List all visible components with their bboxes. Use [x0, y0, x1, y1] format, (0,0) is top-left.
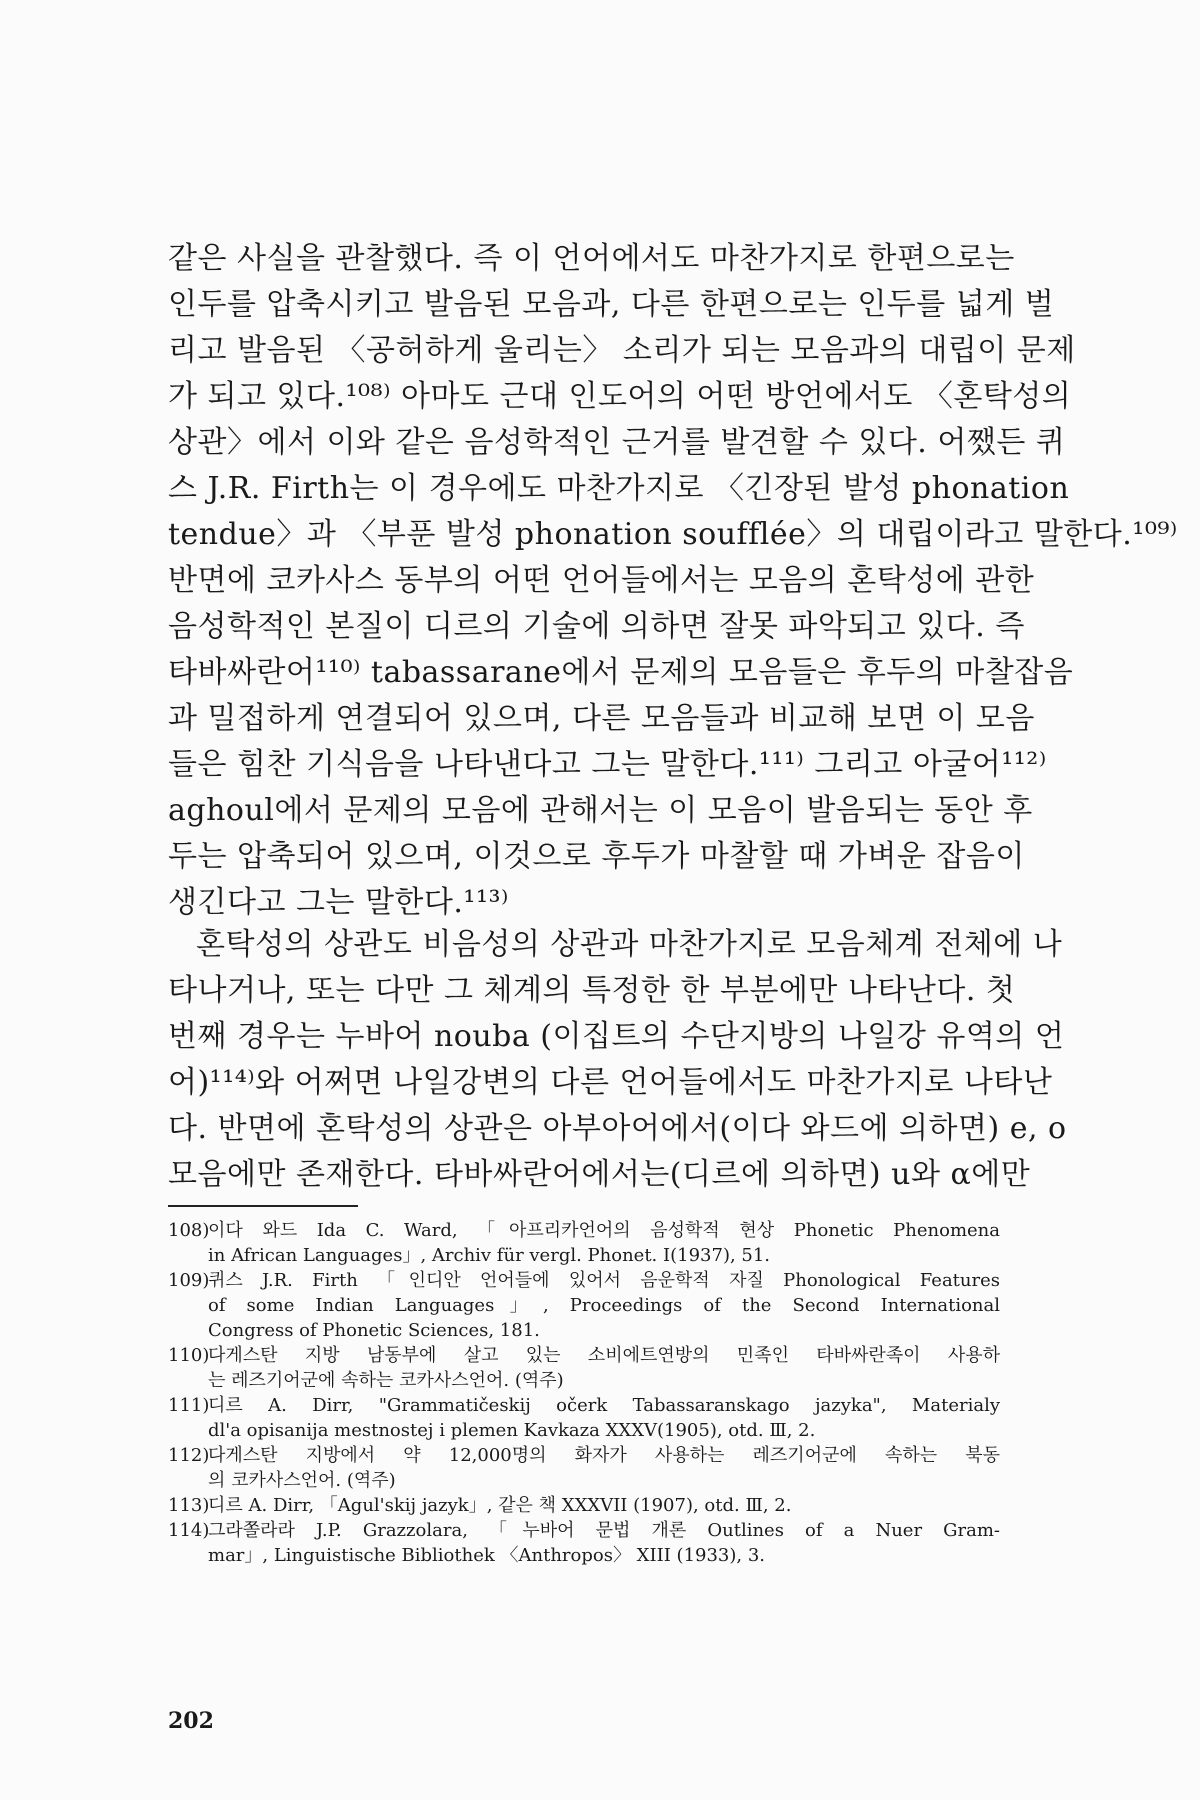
footnote-line: 이다 와드 Ida C. Ward, 「아프리카언어의 음성학적 현상 Phonetic Phenomena	[208, 1220, 1000, 1241]
body-paragraph-2	[168, 922, 1067, 1198]
footnote-line: 다게스탄 지방 남동부에 살고 있는 소비에트연방의 민족인 타바싸란족이 사용하	[208, 1345, 1000, 1366]
footnote-divider	[168, 1205, 358, 1207]
text-line: aghoul에서 문제의 모음에 관해서는 이 모음이 발음되는 동안 후	[168, 793, 1033, 828]
footnote-111	[168, 1393, 1000, 1443]
text-line: 인두를 압축시키고 발음된 모음과, 다른 한편으로는 인두를 넓게 벌	[168, 287, 1055, 322]
text-line: 어)¹¹⁴⁾와 어쩌면 나일강변의 다른 언어들에서도 마찬가지로 나타난	[168, 1065, 1053, 1100]
footnote-line: 퀴스 J.R. Firth 「인디안 언어들에 있어서 음운학적 자질 Phonological Features	[208, 1270, 1000, 1291]
text-line: 음성학적인 본질이 디르의 기술에 의하면 잘못 파악되고 있다. 즉	[168, 609, 1025, 644]
footnote-line: in African Languages」, Archiv für vergl. Phonet. Ⅰ(1937), 51.	[208, 1245, 771, 1266]
footnote-line: of some Indian Languages」, Proceedings of the Second International	[208, 1295, 1000, 1316]
footnote-number: 113)	[168, 1495, 210, 1516]
footnote-number: 112)	[168, 1445, 210, 1466]
footnote-line: mar」, Linguistische Bibliothek 〈Anthropos〉 XIII (1933), 3.	[208, 1545, 766, 1566]
text-line: 타바싸란어¹¹⁰⁾ tabassarane에서 문제의 모음들은 후두의 마찰잡음	[168, 655, 1074, 690]
footnote-110	[168, 1343, 1000, 1393]
footnote-line: 다게스탄 지방에서 약 12,000명의 화자가 사용하는 레즈기어군에 속하는 북동	[208, 1445, 1000, 1466]
text-line: 스 J.R. Firth는 이 경우에도 마찬가지로 〈긴장된 발성 phonation	[168, 471, 1070, 506]
page-number: 202	[168, 1708, 214, 1734]
text-line: 생긴다고 그는 말한다.¹¹³⁾	[168, 885, 509, 920]
footnote-114	[168, 1518, 1000, 1568]
footnote-number: 114)	[168, 1520, 210, 1541]
text-line: 혼탁성의 상관도 비음성의 상관과 마찬가지로 모음체계 전체에 나	[196, 927, 1063, 962]
footnote-number: 109)	[168, 1270, 210, 1291]
text-line: 같은 사실을 관찰했다. 즉 이 언어에서도 마찬가지로 한편으로는	[168, 241, 1015, 276]
footnote-112	[168, 1443, 1000, 1493]
footnote-number: 108)	[168, 1220, 210, 1241]
text-line: 상관〉에서 이와 같은 음성학적인 근거를 발견할 수 있다. 어쨌든 퀴	[168, 425, 1066, 460]
footnote-113	[168, 1493, 1000, 1518]
footnote-line: Congress of Phonetic Sciences, 181.	[208, 1320, 540, 1341]
text-line: 다. 반면에 혼탁성의 상관은 아부아어에서(이다 와드에 의하면) e, o	[168, 1111, 1067, 1146]
footnote-line: 그라쫄라라 J.P. Grazzolara, 「누바어 문법 개론 Outlines of a Nuer Gram-	[208, 1520, 1000, 1541]
footnote-line: 의 코카사스언어. (역주)	[208, 1470, 396, 1491]
footnote-line: dl'a opisanija mestnostej i plemen Kavkaza XXXV(1905), otd. Ⅲ, 2.	[208, 1420, 816, 1441]
text-line: 가 되고 있다.¹⁰⁸⁾ 아마도 근대 인도어의 어떤 방언에서도 〈혼탁성의	[168, 379, 1072, 414]
footnote-line: 는 레즈기어군에 속하는 코카사스언어. (역주)	[208, 1370, 564, 1391]
footnote-number: 110)	[168, 1345, 210, 1366]
text-line: 타나거나, 또는 다만 그 체계의 특정한 한 부분에만 나타난다. 첫	[168, 973, 1016, 1008]
footnote-109	[168, 1268, 1000, 1343]
footnote-108	[168, 1218, 1000, 1268]
text-line: 리고 발음된 〈공허하게 울리는〉 소리가 되는 모음과의 대립이 문제	[168, 333, 1076, 368]
footnotes	[168, 1218, 1000, 1568]
body-paragraph-1	[168, 236, 1178, 926]
text-line: 두는 압축되어 있으며, 이것으로 후두가 마찰할 때 가벼운 잡음이	[168, 839, 1025, 874]
text-line: tendue〉과 〈부푼 발성 phonation soufflée〉의 대립이라고 말한다.¹⁰⁹⁾	[168, 517, 1178, 552]
footnote-number: 111)	[168, 1395, 210, 1416]
footnote-line: 디르 A. Dirr, "Grammatičeskij očerk Tabassaranskago jazyka", Materialy	[208, 1395, 1000, 1416]
text-line: 반면에 코카사스 동부의 어떤 언어들에서는 모음의 혼탁성에 관한	[168, 563, 1035, 598]
footnote-line: 디르 A. Dirr, 「Agul'skij jazyk」, 같은 책 XXXVII (1907), otd. Ⅲ, 2.	[208, 1495, 792, 1516]
text-line: 모음에만 존재한다. 타바싸란어에서는(디르에 의하면) u와 α에만	[168, 1157, 1031, 1192]
text-line: 번째 경우는 누바어 nouba (이집트의 수단지방의 나일강 유역의 언	[168, 1019, 1065, 1054]
text-line: 과 밀접하게 연결되어 있으며, 다른 모음들과 비교해 보면 이 모음	[168, 701, 1035, 736]
text-line: 들은 힘찬 기식음을 나타낸다고 그는 말한다.¹¹¹⁾ 그리고 아굴어¹¹²⁾	[168, 747, 1047, 782]
